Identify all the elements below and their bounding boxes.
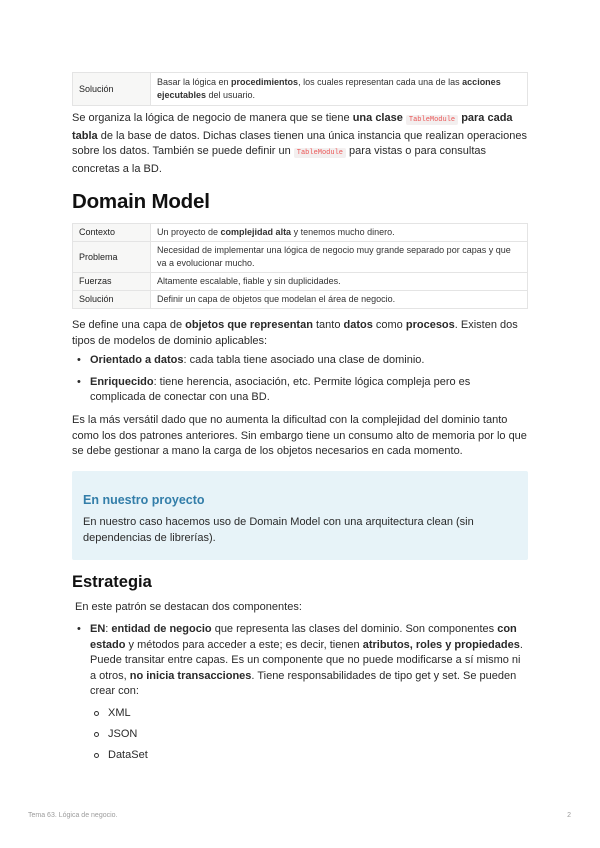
domain-model-table [72, 223, 528, 309]
table-row [73, 273, 528, 291]
project-callout [72, 471, 528, 560]
callout-heading: En nuestro proyecto [83, 493, 205, 507]
strategy-heading: Estrategia [72, 573, 152, 591]
sub-list-item [72, 727, 528, 748]
circle-bullet-icon [94, 753, 99, 758]
text-run: . Puede transitar entre capas. Es un componente que no puede modificarse a sí mismo ni a otros, [90, 638, 523, 682]
bold-text: con estado [90, 623, 517, 651]
circle-bullet-icon [94, 732, 99, 737]
sub-list-label: XML [108, 706, 131, 719]
sub-list-item [72, 706, 528, 727]
domain-model-intro [72, 318, 528, 349]
table-row [73, 224, 528, 242]
bold-text: objetos que representan [185, 319, 313, 331]
bold-text: para cada tabla [72, 112, 513, 142]
tablemodule-paragraph [72, 111, 528, 177]
table-key-cell: Problema [73, 242, 151, 273]
bold-text: Enriquecido [90, 375, 154, 388]
table-value-cell [151, 242, 528, 273]
footer-title: Tema 63. Lógica de negocio. [28, 812, 118, 819]
table-value-cell [151, 291, 528, 309]
domain-model-heading: Domain Model [72, 190, 210, 213]
table-key-cell: Solución [73, 291, 151, 309]
bold-text: una clase [352, 112, 403, 124]
text-run: Necesidad de implementar una lógica de negocio muy grande separado por capas y que va a evolucionar mucho. [157, 245, 511, 268]
list-item-text [90, 622, 528, 700]
list-item [72, 375, 528, 406]
inline-code: TableModule [294, 148, 346, 158]
sub-list-label: DataSet [108, 748, 148, 761]
table-value-cell [151, 224, 528, 242]
versatility-paragraph: Es la más versátil dado que no aumenta la dificultad con la complejidad del dominio tanto como los dos patrones anteriores. Sin embargo tiene un consumo alto de memoria por lo que se debe gestionar a mano la carga de los objetos necesarios en cada momento. [72, 414, 527, 457]
bold-text: no inicia transacciones [129, 669, 252, 682]
bold-text: acciones ejecutables [157, 77, 501, 100]
inline-code: TableModule [406, 115, 458, 125]
table-value-cell [151, 273, 528, 291]
bold-text: procedimientos [231, 77, 299, 87]
text-run: Basar la lógica en [157, 77, 232, 87]
text-run: . Existen dos tipos de modelos de dominio aplicables: [72, 319, 518, 347]
solution-table [72, 72, 528, 106]
bullet-icon: • [77, 375, 81, 388]
text-run: : tiene herencia, asociación, etc. Permite lógica compleja pero es complicada de conectar con una BD. [90, 375, 471, 403]
table-value-cell [151, 73, 528, 106]
table-key-cell: Fuerzas [73, 273, 151, 291]
table-row [73, 242, 528, 273]
strategy-intro: En este patrón se destacan dos componentes: [75, 601, 302, 613]
bold-text: EN [90, 623, 106, 635]
text-run: del usuario. [206, 90, 256, 100]
bold-text: entidad de negocio [111, 623, 212, 635]
bold-text: procesos [405, 319, 455, 331]
bullet-icon: • [77, 623, 81, 635]
text-run: que representa las clases del dominio. Son componentes [211, 623, 498, 635]
list-item [72, 622, 528, 769]
bullet-icon: • [77, 354, 81, 366]
page-number: 2 [567, 812, 571, 819]
text-run: tanto [312, 319, 344, 331]
text-run: Definir un capa de objetos que modelan el área de negocio. [157, 294, 396, 304]
text-run: y tenemos mucho dinero. [291, 227, 395, 237]
text-run: , los cuales representan cada una de las [298, 77, 463, 87]
text-run: de la base de datos. Dichas clases tienen una única instancia que realizan operaciones sobre los datos. También se puede definir un [72, 129, 527, 157]
text-run: . Tiene responsabilidades de tipo get y set. Se pueden crear con: [90, 669, 517, 697]
table-row [73, 73, 528, 106]
text-run: : cada tabla tiene asociado una clase de dominio. [183, 354, 425, 366]
text-run: y métodos para acceder a este; es decir, tienen [125, 638, 363, 651]
text-run: Se organiza la lógica de negocio de manera que se tiene [72, 112, 353, 124]
sub-list [90, 706, 528, 769]
list-item [72, 353, 528, 369]
table-key-cell: Contexto [73, 224, 151, 242]
table-key-cell: Solución [73, 73, 151, 106]
text-run: para vistas o para consultas concretas a la BD. [72, 145, 487, 175]
bold-text: complejidad alta [220, 227, 292, 237]
text-run: como [372, 319, 406, 331]
bold-text: datos [343, 319, 373, 331]
text-run: Altamente escalable, fiable y sin duplicidades. [157, 276, 341, 286]
text-run: Se define una capa de [72, 319, 186, 331]
bold-text: Orientado a datos [90, 354, 184, 366]
circle-bullet-icon [94, 711, 99, 716]
sub-list-item [72, 748, 528, 769]
callout-body: En nuestro caso hacemos uso de Domain Model con una arquitectura clean (sin dependencias de librerías). [83, 516, 474, 544]
sub-list-label: JSON [108, 727, 138, 740]
table-row [73, 291, 528, 309]
text-run: Un proyecto de [157, 227, 221, 237]
domain-model-types-list [72, 353, 528, 406]
text-run: : [105, 623, 112, 635]
strategy-list [72, 622, 528, 769]
bold-text: atributos, roles y propiedades [362, 638, 520, 651]
